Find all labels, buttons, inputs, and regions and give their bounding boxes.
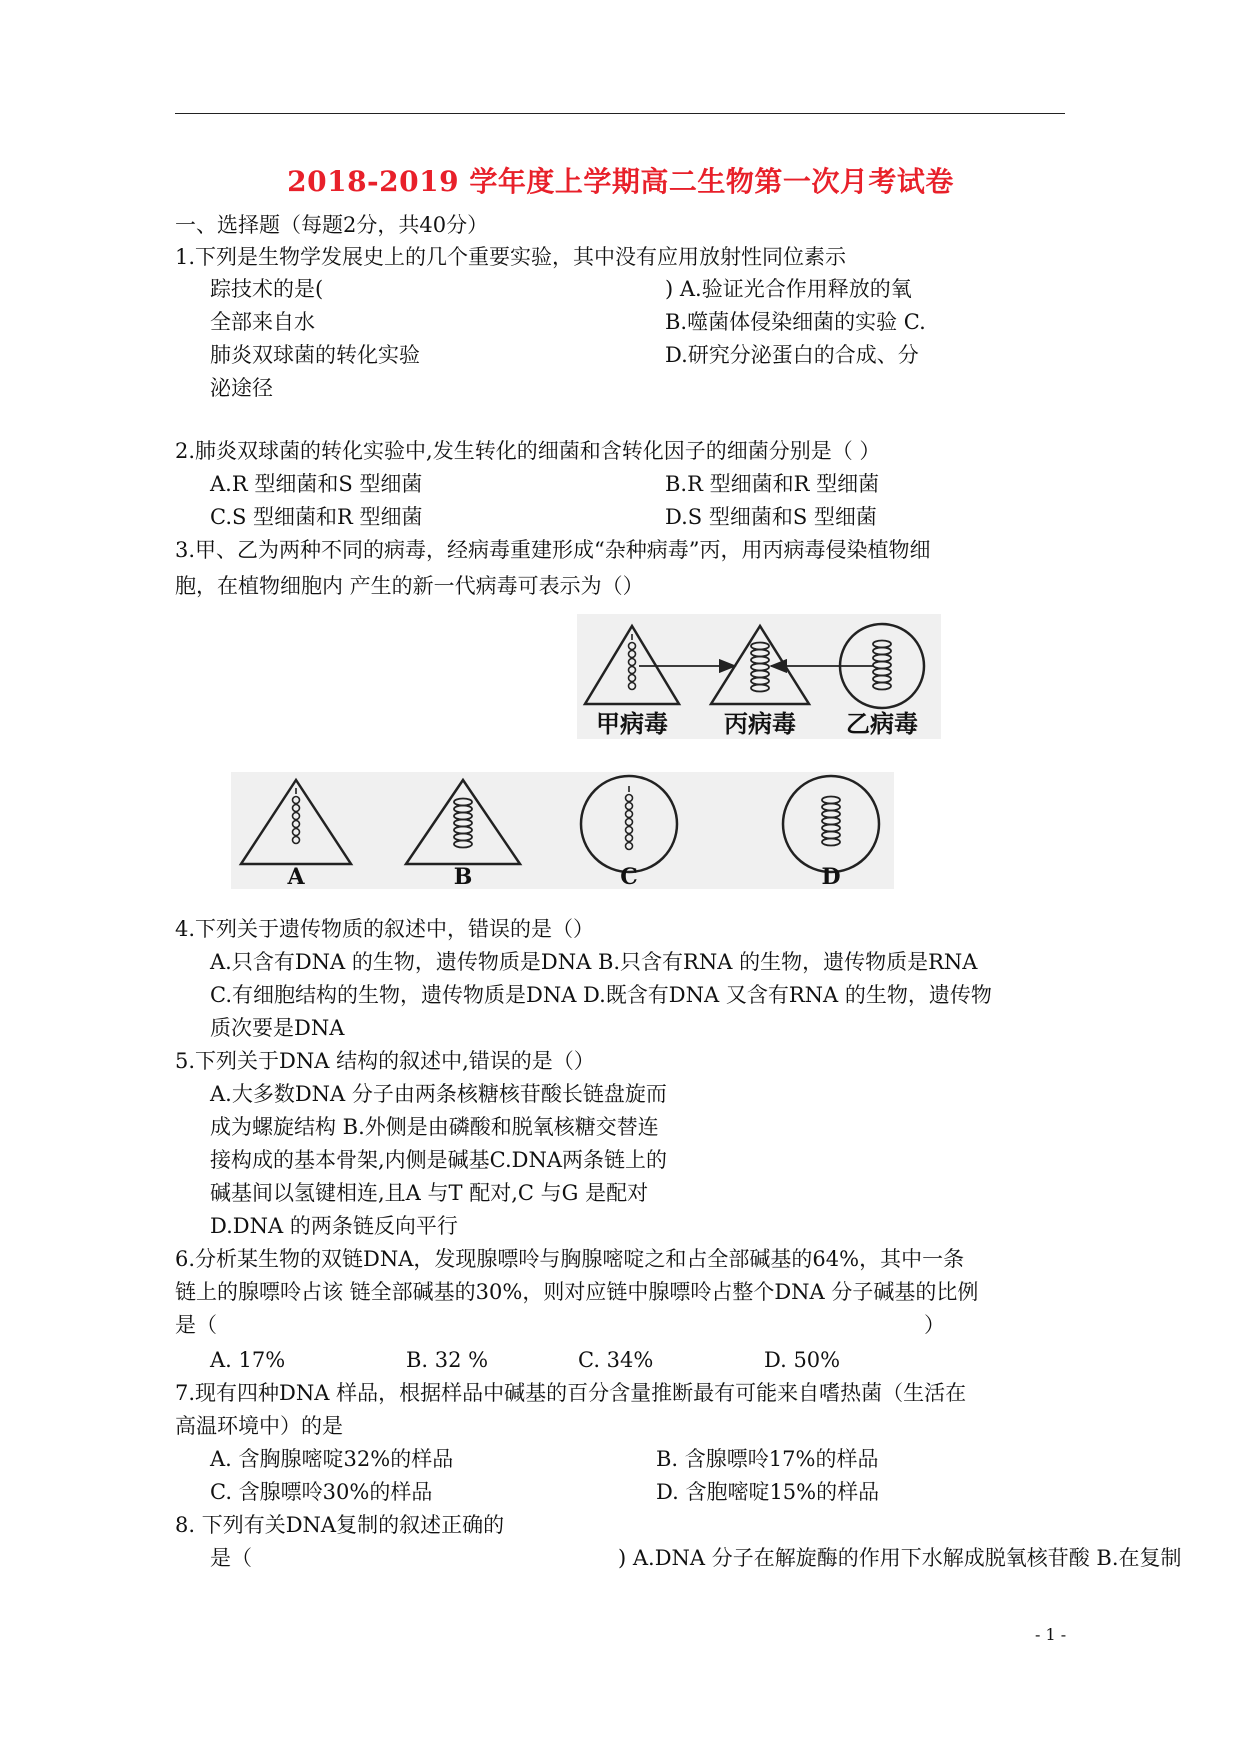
virus-bing-large-coil-icon — [751, 643, 769, 692]
q7-option-a: A. 含胸腺嘧啶32%的样品 — [210, 1447, 454, 1471]
q1-line3a: 全部来自水 — [210, 310, 315, 334]
q5-line2: 成为螺旋结构 B.外侧是由磷酸和脱氧核糖交替连 — [210, 1115, 659, 1139]
q1-line4a: 肺炎双球菌的转化实验 — [210, 343, 420, 367]
virus-jia-small-coil-icon — [629, 634, 636, 690]
q6-option-d: D. 50% — [764, 1348, 841, 1372]
q6-option-b: B. 32 % — [406, 1348, 489, 1372]
q5-stem: 5.下列关于DNA 结构的叙述中,错误的是（） — [175, 1049, 595, 1073]
q1-line2b: ) A.验证光合作用释放的氧 — [665, 277, 912, 301]
virus-yi-large-coil-icon — [873, 641, 891, 690]
page-number: - 1 - — [1035, 1625, 1067, 1644]
option-d-label: D — [821, 864, 841, 889]
q3-line1: 3.甲、乙为两种不同的病毒，经病毒重建形成“杂种病毒”丙，用丙病毒侵染植物细 — [175, 538, 931, 562]
label-jia-virus: 甲病毒 — [596, 710, 668, 738]
q3-options-figure — [231, 772, 894, 889]
virus-reconstruction-figure — [577, 614, 941, 739]
q8-line2a: 是（ — [210, 1546, 252, 1570]
option-b-triangle-icon — [406, 780, 520, 864]
q2-stem: 2.肺炎双球菌的转化实验中,发生转化的细菌和含转化因子的细菌分别是（ ） — [175, 439, 881, 463]
q5-line4: 碱基间以氢键相连,且A 与T 配对,C 与G 是配对 — [210, 1181, 649, 1205]
exam-title: 2018-2019 学年度上学期高二生物第一次月考试卷 — [287, 165, 954, 198]
q2-option-c: C.S 型细菌和R 型细菌 — [210, 505, 423, 529]
q1-line2a: 踪技术的是( — [210, 277, 324, 301]
q4-line2: C.有细胞结构的生物，遗传物质是DNA D.既含有DNA 又含有RNA 的生物，遗传物 — [210, 983, 992, 1007]
q5-line3: 接构成的基本骨架,内侧是碱基C.DNA两条链上的 — [210, 1148, 668, 1172]
q7-option-b: B. 含腺嘌呤17%的样品 — [656, 1447, 879, 1471]
q3-line2: 胞，在植物细胞内 产生的新一代病毒可表示为（） — [175, 574, 644, 598]
option-a-small-coil-icon — [293, 788, 300, 844]
q8-line1: 8. 下列有关DNA复制的叙述正确的 — [175, 1513, 505, 1537]
q2-option-a: A.R 型细菌和S 型细菌 — [210, 472, 423, 496]
q2-option-d: D.S 型细菌和S 型细菌 — [665, 505, 877, 529]
q1-line1: 1.下列是生物学发展史上的几个重要实验，其中没有应用放射性同位素示 — [175, 245, 847, 269]
q5-line1: A.大多数DNA 分子由两条核糖核苷酸长链盘旋而 — [210, 1082, 667, 1106]
q6-line2: 链上的腺嘌呤占该 链全部碱基的30%，则对应链中腺嘌呤占整个DNA 分子碱基的比例 — [175, 1280, 979, 1304]
q7-line2: 高温环境中）的是 — [175, 1414, 343, 1438]
option-a-label: A — [287, 864, 305, 889]
q1-line4b: D.研究分泌蛋白的合成、分 — [665, 343, 919, 367]
q6-line1: 6.分析某生物的双链DNA，发现腺嘌呤与胸腺嘧啶之和占全部碱基的64%，其中一条 — [175, 1247, 965, 1271]
q8-line2b: ) A.DNA 分子在解旋酶的作用下水解成脱氧核苷酸 B.在复制 — [618, 1546, 1182, 1570]
option-b-label: B — [453, 864, 473, 889]
option-c-small-coil-icon — [626, 786, 633, 850]
q6-option-c: C. 34% — [578, 1348, 654, 1372]
q5-line5: D.DNA 的两条链反向平行 — [210, 1214, 458, 1238]
q7-line1: 7.现有四种DNA 样品，根据样品中碱基的百分含量推断最有可能来自嗜热菌（生活在 — [175, 1381, 967, 1405]
q4-line3: 质次要是DNA — [210, 1016, 345, 1040]
label-yi-virus: 乙病毒 — [846, 710, 918, 738]
q6-line3b: ） — [924, 1313, 945, 1337]
option-c-label: C — [620, 864, 638, 889]
option-b-large-coil-icon — [454, 799, 472, 848]
label-bing-virus: 丙病毒 — [724, 710, 796, 738]
q1-line3b: B.噬菌体侵染细菌的实验 C. — [665, 310, 926, 334]
header-rule — [175, 113, 1065, 114]
q1-line5: 泌途径 — [210, 376, 273, 400]
option-d-large-coil-icon — [822, 797, 840, 846]
q6-option-a: A. 17% — [210, 1348, 286, 1372]
section-heading: 一、选择题（每题2分，共40分） — [175, 213, 489, 237]
q4-stem: 4.下列关于遗传物质的叙述中，错误的是（） — [175, 917, 595, 941]
q7-option-c: C. 含腺嘌呤30%的样品 — [210, 1480, 433, 1504]
q6-line3a: 是（ — [175, 1313, 217, 1337]
q2-option-b: B.R 型细菌和R 型细菌 — [665, 472, 880, 496]
q7-option-d: D. 含胞嘧啶15%的样品 — [656, 1480, 880, 1504]
q4-line1: A.只含有DNA 的生物，遗传物质是DNA B.只含有RNA 的生物，遗传物质是RNA — [210, 950, 978, 974]
